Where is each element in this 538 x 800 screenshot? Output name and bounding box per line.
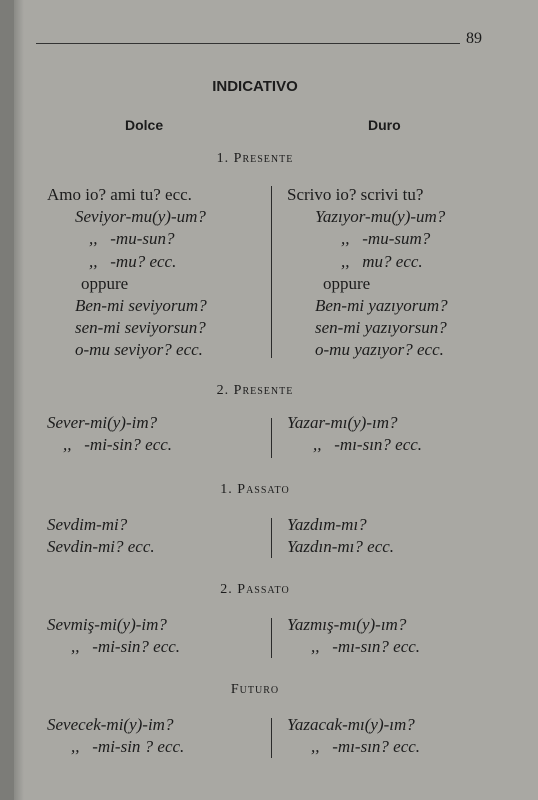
right-column <box>287 184 448 362</box>
conjugation-line: Ben-mi seviyorum? <box>75 295 207 315</box>
left-column <box>47 184 207 362</box>
column-head-duro: Duro <box>368 117 401 133</box>
conjugation-line: ,, -mu-sum? <box>341 229 431 249</box>
column-divider <box>271 618 272 658</box>
conjugation-line: ,, -mi-sin? ecc. <box>71 637 181 657</box>
conjugation-line: ,, -mu? ecc. <box>89 251 177 271</box>
conjugation-line: ,, -mı-sın? ecc. <box>311 737 421 757</box>
column-divider <box>271 518 272 558</box>
section-title: 1. Presente <box>216 151 294 166</box>
conjugation-line: Scrivo io? scrivi tu? <box>287 185 424 204</box>
left-column <box>47 714 184 758</box>
conjugation-line: ,, -mi-sin? ecc. <box>63 435 173 455</box>
conjugation-line: oppure <box>81 273 129 293</box>
conjugation-line: Yazdın-mı? ecc. <box>287 537 395 557</box>
section-title: 2. Passato <box>220 582 290 597</box>
conjugation-line: o-mu seviyor? ecc. <box>75 340 203 360</box>
column-head-dolce: Dolce <box>125 117 164 133</box>
conjugation-line: o-mu yazıyor? ecc. <box>315 340 444 360</box>
conjugation-line: Yazmış-mı(y)-ım? <box>287 615 407 634</box>
mood-title: INDICATIVO <box>212 78 298 95</box>
conjugation-line: Ben-mi yazıyorum? <box>315 295 448 315</box>
conjugation-line: Sevdim-mi? <box>47 515 128 534</box>
section-title: Futuro <box>230 682 280 697</box>
conjugation-line: Sevmiş-mi(y)-im? <box>47 615 167 634</box>
left-column <box>47 412 172 456</box>
page-number: 89 <box>466 30 482 47</box>
conjugation-line: Amo io? ami tu? ecc. <box>47 185 192 204</box>
column-divider <box>271 718 272 758</box>
conjugation-line: Yazıyor-mu(y)-um? <box>315 207 446 227</box>
conjugation-line: ,, -mı-sın? ecc. <box>313 435 423 455</box>
right-column <box>287 412 422 456</box>
right-column <box>287 614 420 658</box>
conjugation-line: oppure <box>323 273 371 293</box>
conjugation-line: ,, mu? ecc. <box>341 251 423 271</box>
conjugation-line: Yazdım-mı? <box>287 515 367 534</box>
conjugation-line: sen-mi seviyorsun? <box>75 318 206 338</box>
section-title: 2. Presente <box>216 383 294 398</box>
right-column <box>287 714 420 758</box>
left-column <box>47 614 180 658</box>
header-rule <box>36 43 460 44</box>
column-divider <box>271 418 272 458</box>
conjugation-line: sen-mi yazıyorsun? <box>315 318 447 338</box>
conjugation-line: Sevdin-mi? ecc. <box>47 537 155 557</box>
conjugation-line: Sevecek-mi(y)-im? <box>47 715 174 734</box>
conjugation-line: Yazar-mı(y)-ım? <box>287 413 398 432</box>
conjugation-line: ,, -mi-sin ? ecc. <box>71 737 185 757</box>
conjugation-line: ,, -mı-sın? ecc. <box>311 637 421 657</box>
section-title: 1. Passato <box>220 482 290 497</box>
conjugation-line: Sever-mi(y)-im? <box>47 413 158 432</box>
column-divider <box>271 186 272 358</box>
left-column <box>47 514 155 558</box>
book-page <box>14 0 538 800</box>
right-column <box>287 514 394 558</box>
conjugation-line: Seviyor-mu(y)-um? <box>75 207 206 227</box>
conjugation-line: ,, -mu-sun? <box>89 229 175 249</box>
conjugation-line: Yazacak-mı(y)-ım? <box>287 715 415 734</box>
